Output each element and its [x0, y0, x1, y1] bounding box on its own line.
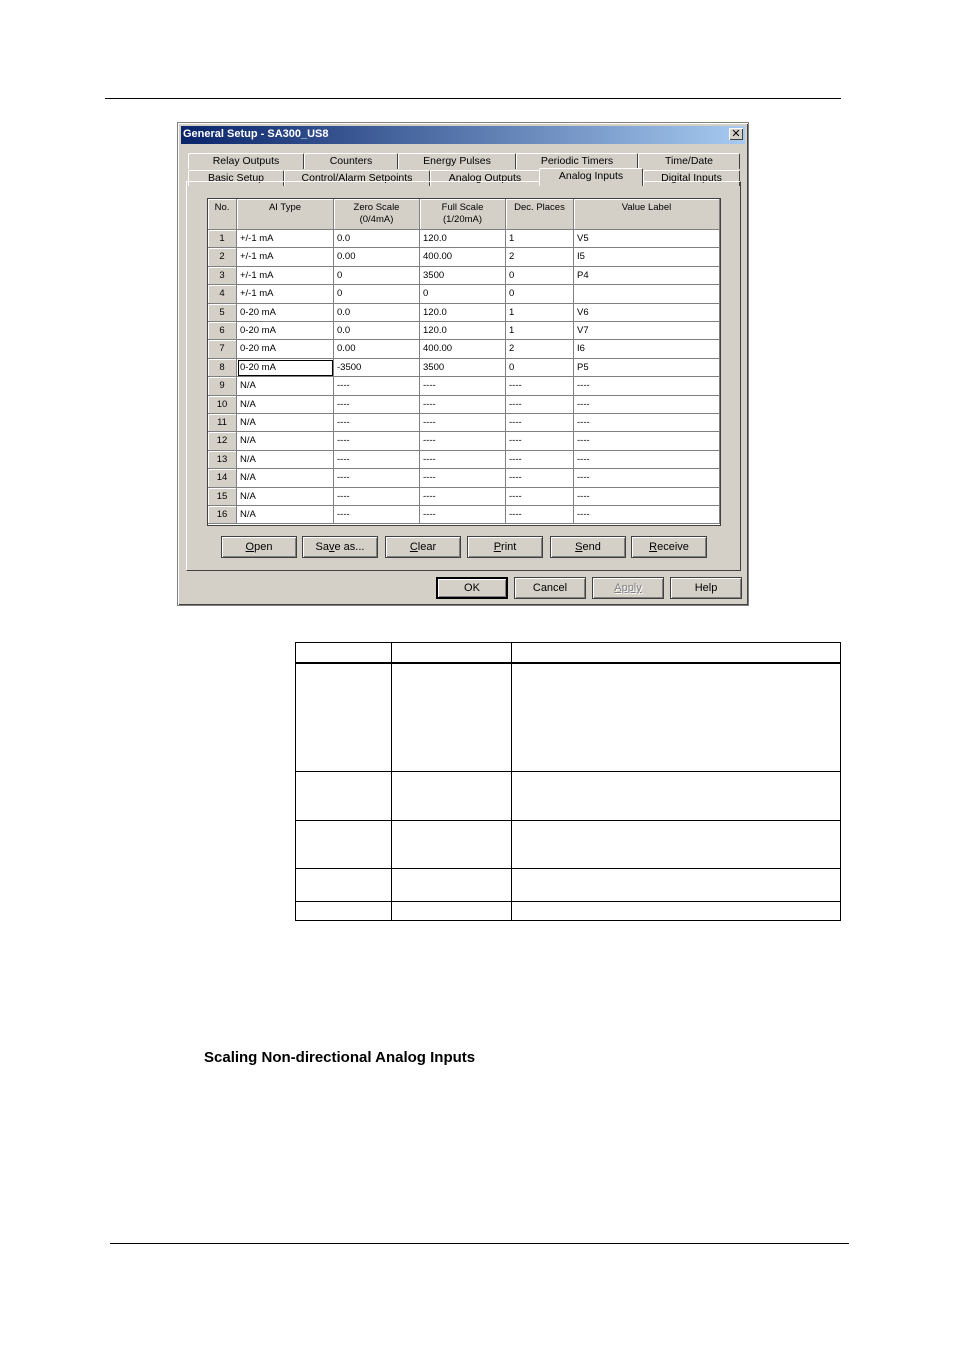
grid-cell-zero-scale[interactable]: -3500	[334, 359, 420, 377]
grid-cell-ai-type[interactable]: N/A	[237, 396, 334, 414]
dialog-title: General Setup - SA300_US8	[183, 128, 329, 140]
grid-cell-zero-scale[interactable]: ----	[334, 451, 420, 469]
grid-cell-full-scale[interactable]: 0	[420, 285, 506, 303]
grid-cell-value-label[interactable]: P5	[574, 359, 720, 377]
button-label: rint	[501, 541, 517, 553]
grid-cell-ai-type[interactable]: +/-1 mA	[237, 285, 334, 303]
tab-label: Basic Setup	[207, 172, 265, 184]
tab-label: Time/Date	[664, 155, 714, 167]
tab-label: Periodic Timers	[540, 155, 614, 167]
grid-cell-value-label[interactable]: ----	[574, 432, 720, 450]
grid-cell-zero-scale[interactable]: ----	[334, 414, 420, 432]
grid-cell-zero-scale[interactable]: ----	[334, 469, 420, 487]
grid-cell-value-label[interactable]: ----	[574, 451, 720, 469]
grid-cell-dec-places[interactable]: 1	[506, 230, 574, 248]
grid-cell-full-scale[interactable]: ----	[420, 377, 506, 395]
button-label: Apply	[614, 582, 642, 594]
row-number: 6	[208, 322, 237, 340]
grid-cell-full-scale[interactable]: 400.00	[420, 340, 506, 358]
tab-label: Analog Outputs	[448, 172, 522, 184]
button-label: end	[582, 541, 601, 553]
grid-cell-full-scale[interactable]: 120.0	[420, 322, 506, 340]
grid-cell-zero-scale[interactable]: 0.00	[334, 340, 420, 358]
open-button[interactable]	[221, 536, 297, 558]
grid-cell-value-label[interactable]: V6	[574, 304, 720, 322]
grid-cell-value-label[interactable]: ----	[574, 414, 720, 432]
grid-cell-value-label[interactable]	[574, 285, 720, 303]
grid-cell-value-label[interactable]: I6	[574, 340, 720, 358]
grid-cell-ai-type[interactable]: N/A	[237, 506, 334, 524]
grid-cell-ai-type[interactable]: N/A	[237, 432, 334, 450]
grid-cell-zero-scale[interactable]: 0	[334, 285, 420, 303]
button-label: lear	[417, 541, 437, 553]
grid-cell-full-scale[interactable]: ----	[420, 414, 506, 432]
grid-cell-full-scale[interactable]: ----	[420, 506, 506, 524]
apply-button[interactable]	[592, 577, 664, 599]
grid-cell-ai-type[interactable]: 0-20 mA	[237, 322, 334, 340]
grid-cell-zero-scale[interactable]: ----	[334, 488, 420, 506]
grid-cell-dec-places[interactable]: 1	[506, 304, 574, 322]
footer-rule	[110, 1243, 849, 1244]
header-line-1: Value Label	[621, 202, 672, 213]
hotkey: S	[575, 541, 583, 553]
grid-cell-ai-type[interactable]: +/-1 mA	[237, 267, 334, 285]
grid-cell-ai-type[interactable]: N/A	[237, 377, 334, 395]
grid-cell-value-label[interactable]: V7	[574, 322, 720, 340]
grid-cell-value-label[interactable]: P4	[574, 267, 720, 285]
row-number: 5	[208, 304, 237, 322]
grid-cell-dec-places[interactable]: ----	[506, 506, 574, 524]
grid-cell-value-label[interactable]: ----	[574, 488, 720, 506]
grid-cell-dec-places[interactable]: ----	[506, 396, 574, 414]
grid-cell-ai-type[interactable]: N/A	[237, 488, 334, 506]
help-button[interactable]: Help	[670, 577, 742, 599]
hotkey: O	[245, 541, 255, 553]
send-button[interactable]	[550, 536, 626, 558]
clear-button[interactable]	[385, 536, 461, 558]
grid-cell-full-scale[interactable]: ----	[420, 469, 506, 487]
hotkey: C	[409, 541, 418, 553]
grid-cell-value-label[interactable]: I5	[574, 248, 720, 266]
column-header-no[interactable]	[208, 199, 237, 230]
row-number: 4	[208, 285, 237, 303]
column-header-zero-scale[interactable]	[334, 199, 420, 230]
grid-cell-ai-type[interactable]: 0-20 mA	[237, 304, 334, 322]
section-heading: Scaling Non-directional Analog Inputs	[204, 1049, 476, 1066]
grid-cell-value-label[interactable]: ----	[574, 377, 720, 395]
close-button[interactable]	[729, 128, 743, 140]
tab-relay-outputs[interactable]	[188, 153, 304, 169]
grid-cell-value-label[interactable]: ----	[574, 396, 720, 414]
grid-cell-dec-places[interactable]: 0	[506, 359, 574, 377]
row-number: 15	[208, 488, 237, 506]
tab-label: Control/Alarm Setpoints	[301, 172, 413, 184]
tab-time-date[interactable]	[638, 153, 740, 169]
tab-label: Digital Inputs	[661, 172, 722, 184]
row-number: 9	[208, 377, 237, 395]
grid-cell-dec-places[interactable]: 2	[506, 340, 574, 358]
table-row-divider	[296, 868, 840, 869]
grid-cell-full-scale[interactable]: ----	[420, 451, 506, 469]
hotkey: R	[649, 541, 658, 553]
close-icon: ✕	[731, 128, 741, 140]
tab-label: Counters	[329, 155, 373, 167]
grid-cell-ai-type[interactable]: N/A	[237, 414, 334, 432]
row-number: 14	[208, 469, 237, 487]
row-number: 3	[208, 267, 237, 285]
save-as-button[interactable]	[302, 536, 378, 558]
grid-cell-full-scale[interactable]: 400.00	[420, 248, 506, 266]
grid-cell-zero-scale[interactable]: ----	[334, 396, 420, 414]
header-line-1: Dec. Places	[514, 202, 565, 213]
ok-button[interactable]: OK	[436, 577, 508, 599]
button-label: pen	[254, 541, 273, 553]
grid-cell-dec-places[interactable]: ----	[506, 488, 574, 506]
grid-cell-value-label[interactable]: V5	[574, 230, 720, 248]
table-row-divider	[296, 771, 840, 772]
grid-cell-full-scale[interactable]: 120.0	[420, 230, 506, 248]
tab-periodic-timers[interactable]	[516, 153, 638, 169]
grid-cell-dec-places[interactable]: ----	[506, 414, 574, 432]
analog-inputs-grid	[207, 198, 721, 526]
tab-label: Analog Inputs	[558, 170, 624, 182]
grid-cell-full-scale[interactable]: ----	[420, 432, 506, 450]
row-number: 12	[208, 432, 237, 450]
grid-cell-ai-type[interactable]: N/A	[237, 451, 334, 469]
header-line-1: No.	[214, 202, 230, 213]
row-number: 13	[208, 451, 237, 469]
cancel-button[interactable]: Cancel	[514, 577, 586, 599]
row-number: 8	[208, 359, 237, 377]
tab-analog-inputs[interactable]	[539, 168, 643, 186]
table-column-divider	[391, 643, 392, 920]
header-line-1: Zero Scale	[353, 202, 400, 213]
grid-cell-zero-scale[interactable]: 0.0	[334, 230, 420, 248]
grid-cell-zero-scale[interactable]: ----	[334, 377, 420, 395]
button-label: eceive	[657, 541, 689, 553]
tab-label: Energy Pulses	[423, 155, 491, 167]
grid-cell-ai-type[interactable]: N/A	[237, 469, 334, 487]
receive-button[interactable]	[631, 536, 707, 558]
grid-cell-ai-type[interactable]: +/-1 mA	[237, 248, 334, 266]
grid-cell-zero-scale[interactable]: ----	[334, 432, 420, 450]
grid-cell-dec-places[interactable]: 0	[506, 285, 574, 303]
column-header-value-label[interactable]	[574, 199, 720, 230]
table-row-divider	[296, 901, 840, 902]
table-row-divider	[296, 820, 840, 821]
header-line-2: (0/4mA)	[359, 214, 394, 225]
row-number: 2	[208, 248, 237, 266]
grid-cell-dec-places[interactable]: 1	[506, 322, 574, 340]
title-bar	[181, 126, 745, 144]
grid-cell-ai-type[interactable]: +/-1 mA	[237, 230, 334, 248]
button-label: Sa	[315, 541, 329, 553]
grid-cell-ai-type[interactable]: 0-20 mA	[237, 340, 334, 358]
grid-cell-dec-places[interactable]: ----	[506, 377, 574, 395]
column-header-full-scale[interactable]	[420, 199, 506, 230]
grid-cell-full-scale[interactable]: ----	[420, 488, 506, 506]
table-header-divider	[296, 662, 840, 664]
grid-cell-full-scale[interactable]: 120.0	[420, 304, 506, 322]
grid-cell-full-scale[interactable]: 3500	[420, 267, 506, 285]
button-label: e as...	[334, 541, 365, 553]
grid-cell-zero-scale[interactable]: 0.0	[334, 304, 420, 322]
header-line-1: Full Scale	[441, 202, 484, 213]
header-line-1: AI Type	[268, 202, 302, 213]
grid-cell-dec-places[interactable]: ----	[506, 469, 574, 487]
column-header-ai-type[interactable]	[237, 199, 334, 230]
grid-cell-zero-scale[interactable]: 0.00	[334, 248, 420, 266]
grid-cell-full-scale[interactable]: ----	[420, 396, 506, 414]
document-table	[295, 642, 841, 921]
hotkey: P	[493, 541, 502, 553]
grid-cell-value-label[interactable]: ----	[574, 506, 720, 524]
tab-label: Relay Outputs	[212, 155, 280, 167]
row-number: 7	[208, 340, 237, 358]
column-header-dec-places[interactable]	[506, 199, 574, 230]
row-number: 11	[208, 414, 237, 432]
grid-cell-dec-places[interactable]: ----	[506, 432, 574, 450]
row-number: 16	[208, 506, 237, 524]
tab-counters[interactable]	[304, 153, 398, 169]
grid-cell-zero-scale[interactable]: 0.0	[334, 322, 420, 340]
row-number: 1	[208, 230, 237, 248]
tab-energy-pulses[interactable]	[398, 153, 516, 169]
grid-cell-ai-type[interactable]: 0-20 mA	[237, 359, 334, 377]
print-button[interactable]	[467, 536, 543, 558]
grid-cell-dec-places[interactable]: ----	[506, 451, 574, 469]
grid-cell-full-scale[interactable]: 3500	[420, 359, 506, 377]
grid-cell-zero-scale[interactable]: ----	[334, 506, 420, 524]
table-column-divider	[511, 643, 512, 920]
grid-cell-dec-places[interactable]: 2	[506, 248, 574, 266]
general-setup-dialog	[177, 122, 749, 606]
grid-cell-dec-places[interactable]: 0	[506, 267, 574, 285]
hotkey: v	[329, 541, 335, 553]
grid-cell-value-label[interactable]: ----	[574, 469, 720, 487]
header-line-2: (1/20mA)	[442, 214, 483, 225]
grid-cell-zero-scale[interactable]: 0	[334, 267, 420, 285]
row-number: 10	[208, 396, 237, 414]
header-rule	[105, 98, 841, 99]
